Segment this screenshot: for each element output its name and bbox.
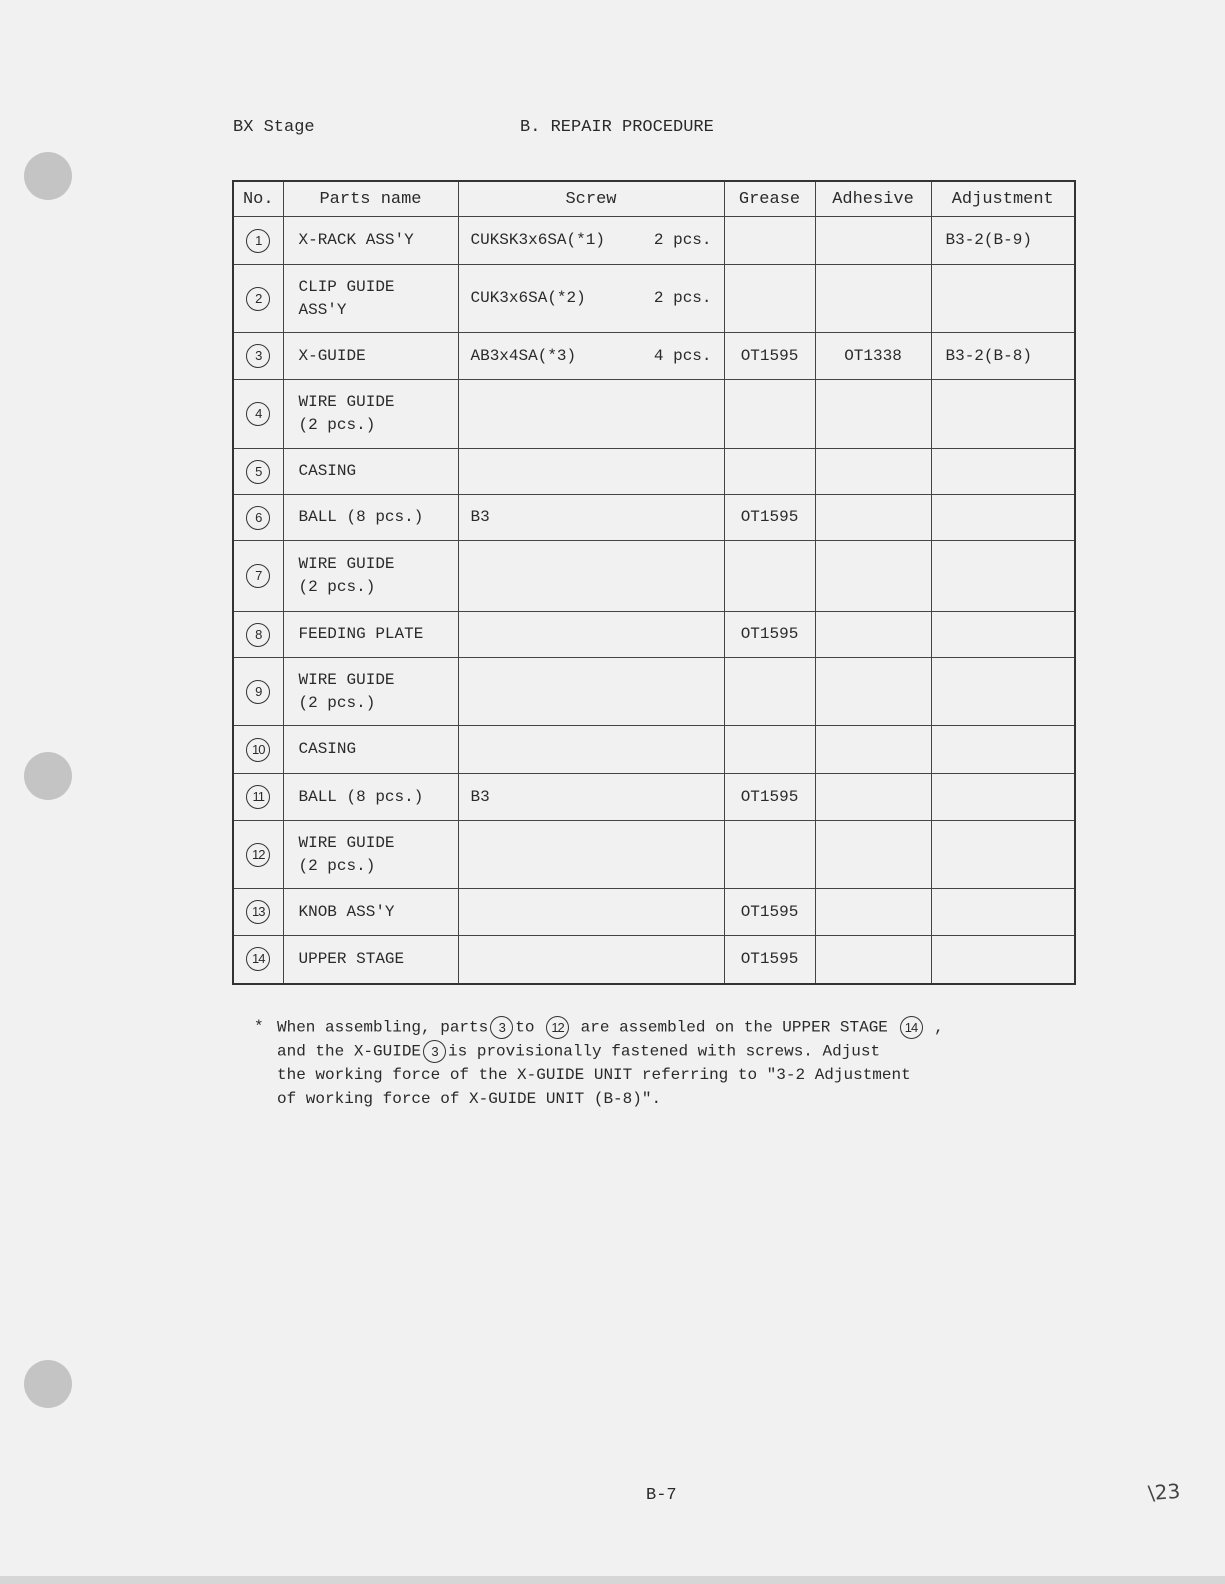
- part-number-cell: [233, 265, 283, 333]
- adjustment-cell: [931, 889, 1075, 936]
- table-row: [233, 821, 1075, 889]
- screw-cell: [458, 380, 724, 449]
- part-name-cell: WIRE GUIDE (2 pcs.): [283, 821, 458, 889]
- screw-cell: [458, 265, 724, 333]
- screw-cell: [458, 821, 724, 889]
- grease-cell: [724, 265, 815, 333]
- screw-cell: [458, 217, 724, 265]
- column-header: Grease: [724, 181, 815, 217]
- part-number-badge: 8: [246, 623, 270, 647]
- part-number-badge: 12: [546, 1016, 569, 1039]
- screw-cell: [458, 658, 724, 726]
- adhesive-cell: [815, 821, 931, 889]
- part-number-cell: [233, 380, 283, 449]
- grease-cell: OT1595: [724, 495, 815, 541]
- binder-hole-top: [24, 152, 72, 200]
- screw-cell: [458, 495, 724, 541]
- part-number-cell: [233, 936, 283, 984]
- part-number-badge: 12: [246, 843, 270, 867]
- column-header: Adhesive: [815, 181, 931, 217]
- adjustment-cell: [931, 265, 1075, 333]
- adhesive-cell: [815, 658, 931, 726]
- part-number-badge: 6: [246, 506, 270, 530]
- note-text: and the X-GUIDE: [277, 1042, 422, 1061]
- part-number-cell: [233, 658, 283, 726]
- part-number-cell: [233, 612, 283, 658]
- adhesive-cell: [815, 541, 931, 612]
- page-bottom-edge: [0, 1576, 1225, 1584]
- adhesive-cell: [815, 774, 931, 821]
- table-row: [233, 380, 1075, 449]
- table-row: [233, 541, 1075, 612]
- screw-quantity: 4 pcs.: [653, 346, 712, 365]
- adhesive-cell: [815, 889, 931, 936]
- grease-cell: [724, 821, 815, 889]
- screw-spec: CUK3x6SA(*2): [470, 289, 586, 307]
- column-header: No.: [233, 181, 283, 217]
- assembly-note: [254, 1016, 1084, 1111]
- column-header: Parts name: [283, 181, 458, 217]
- part-number-badge: 3: [423, 1040, 446, 1063]
- adhesive-cell: [815, 217, 931, 265]
- grease-cell: OT1595: [724, 333, 815, 380]
- table-row: [233, 217, 1075, 265]
- part-number-badge: 2: [246, 287, 270, 311]
- adjustment-cell: B3-2(B-8): [931, 333, 1075, 380]
- screw-quantity: 2 pcs.: [653, 231, 712, 249]
- adhesive-cell: [815, 495, 931, 541]
- part-name-cell: CASING: [283, 449, 458, 495]
- screw-cell: [458, 449, 724, 495]
- part-number-badge: 7: [246, 564, 270, 588]
- screw-cell: [458, 541, 724, 612]
- part-name-cell: CASING: [283, 726, 458, 774]
- note-body: [277, 1016, 1084, 1111]
- page-number: B-7: [646, 1486, 677, 1505]
- table-header-row: [233, 181, 1075, 217]
- column-header: Adjustment: [931, 181, 1075, 217]
- part-number-badge: 3: [490, 1016, 513, 1039]
- note-text: are assembled on the UPPER STAGE: [580, 1018, 888, 1037]
- adhesive-cell: [815, 380, 931, 449]
- adjustment-cell: [931, 821, 1075, 889]
- part-number-badge: 9: [246, 680, 270, 704]
- part-name-cell: X-RACK ASS'Y: [283, 217, 458, 265]
- part-number-badge: 3: [246, 344, 270, 368]
- part-number-badge: 10: [246, 738, 270, 762]
- adhesive-cell: [815, 726, 931, 774]
- note-text: to: [515, 1018, 535, 1037]
- grease-cell: [724, 726, 815, 774]
- part-name-cell: UPPER STAGE: [283, 936, 458, 984]
- screw-spec: B3: [470, 508, 490, 526]
- note-text: ,: [934, 1018, 944, 1037]
- grease-cell: [724, 217, 815, 265]
- grease-cell: [724, 541, 815, 612]
- screw-spec: AB3x4SA(*3): [470, 346, 577, 365]
- screw-cell: [458, 612, 724, 658]
- table-row: [233, 726, 1075, 774]
- note-asterisk: *: [254, 1018, 264, 1036]
- adjustment-cell: [931, 936, 1075, 984]
- screw-spec: B3: [470, 787, 490, 806]
- part-number-badge: 1: [246, 229, 270, 253]
- part-number-badge: 13: [246, 900, 270, 924]
- table-row: [233, 333, 1075, 380]
- adjustment-cell: [931, 658, 1075, 726]
- part-name-cell: CLIP GUIDE ASS'Y: [283, 265, 458, 333]
- adjustment-cell: B3-2(B-9): [931, 217, 1075, 265]
- note-text: is provisionally fastened with screws. Adjust: [448, 1042, 881, 1061]
- adjustment-cell: [931, 612, 1075, 658]
- part-number-cell: [233, 495, 283, 541]
- chapter-title: B. REPAIR PROCEDURE: [520, 118, 714, 137]
- part-name-cell: WIRE GUIDE (2 pcs.): [283, 380, 458, 449]
- screw-cell: [458, 726, 724, 774]
- binder-hole-middle: [24, 752, 72, 800]
- note-text: When assembling, parts: [277, 1018, 489, 1037]
- grease-cell: OT1595: [724, 612, 815, 658]
- table-row: [233, 774, 1075, 821]
- adhesive-cell: OT1338: [815, 333, 931, 380]
- part-number-badge: 11: [246, 785, 270, 809]
- screw-spec: CUKSK3x6SA(*1): [470, 231, 605, 249]
- part-number-badge: 14: [246, 947, 270, 971]
- table-row: [233, 265, 1075, 333]
- part-name-cell: WIRE GUIDE (2 pcs.): [283, 541, 458, 612]
- part-number-cell: [233, 889, 283, 936]
- part-number-cell: [233, 217, 283, 265]
- part-number-cell: [233, 774, 283, 821]
- part-number-cell: [233, 821, 283, 889]
- part-name-cell: X-GUIDE: [283, 333, 458, 380]
- screw-quantity: 2 pcs.: [653, 289, 712, 307]
- table-row: [233, 658, 1075, 726]
- part-number-cell: [233, 541, 283, 612]
- screw-cell: [458, 333, 724, 380]
- adhesive-cell: [815, 265, 931, 333]
- adjustment-cell: [931, 380, 1075, 449]
- part-name-cell: FEEDING PLATE: [283, 612, 458, 658]
- table-row: [233, 612, 1075, 658]
- adhesive-cell: [815, 449, 931, 495]
- part-number-cell: [233, 333, 283, 380]
- part-number-badge: 14: [900, 1016, 923, 1039]
- screw-cell: [458, 774, 724, 821]
- part-number-cell: [233, 449, 283, 495]
- grease-cell: OT1595: [724, 936, 815, 984]
- section-title: BX Stage: [233, 118, 315, 137]
- binder-hole-bottom: [24, 1360, 72, 1408]
- column-header: Screw: [458, 181, 724, 217]
- part-name-cell: BALL (8 pcs.): [283, 774, 458, 821]
- adhesive-cell: [815, 612, 931, 658]
- note-text: of working force of X-GUIDE UNIT (B-8)".: [277, 1089, 662, 1108]
- grease-cell: [724, 658, 815, 726]
- part-number-cell: [233, 726, 283, 774]
- grease-cell: OT1595: [724, 774, 815, 821]
- screw-cell: [458, 936, 724, 984]
- table-row: [233, 495, 1075, 541]
- adhesive-cell: [815, 936, 931, 984]
- handwritten-page-number: \23: [1147, 1478, 1181, 1506]
- table-row: [233, 936, 1075, 984]
- grease-cell: [724, 449, 815, 495]
- adjustment-cell: [931, 774, 1075, 821]
- part-name-cell: KNOB ASS'Y: [283, 889, 458, 936]
- note-text: the working force of the X-GUIDE UNIT referring to "3-2 Adjustment: [277, 1066, 911, 1085]
- part-number-badge: 5: [246, 460, 270, 484]
- adjustment-cell: [931, 495, 1075, 541]
- screw-cell: [458, 889, 724, 936]
- part-name-cell: WIRE GUIDE (2 pcs.): [283, 658, 458, 726]
- grease-cell: OT1595: [724, 889, 815, 936]
- grease-cell: [724, 380, 815, 449]
- adjustment-cell: [931, 449, 1075, 495]
- adjustment-cell: [931, 541, 1075, 612]
- adjustment-cell: [931, 726, 1075, 774]
- part-name-cell: BALL (8 pcs.): [283, 495, 458, 541]
- table-row: [233, 449, 1075, 495]
- part-number-badge: 4: [246, 402, 270, 426]
- parts-table: [232, 180, 1076, 985]
- table-row: [233, 889, 1075, 936]
